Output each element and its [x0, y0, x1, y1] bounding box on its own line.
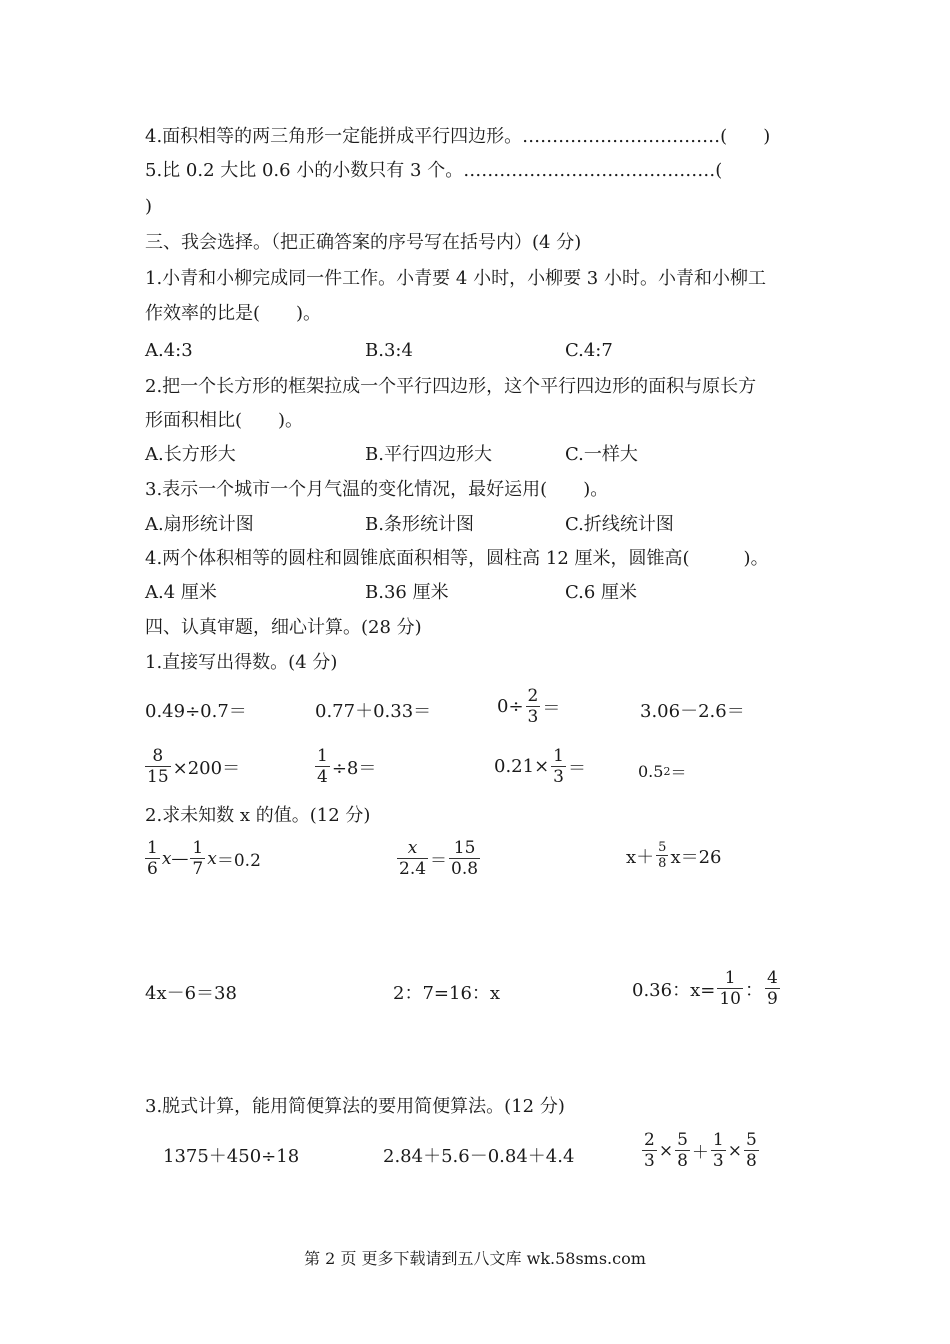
choice-q2-line1: 2.把一个长方形的框架拉成一个平行四边形，这个平行四边形的面积与原长方	[145, 376, 757, 397]
choice-q4-option-c: C.6 厘米	[565, 582, 638, 603]
choice-q1-option-a: A.4:3	[145, 340, 193, 361]
part-3-title: 3.脱式计算，能用简便算法的要用简便算法。(12 分)	[145, 1096, 565, 1117]
expression-3: $\frac{2}{3}$ × $\frac{5}{8}$ ＋ $\frac{1}{3}$ × $\frac{5}{8}$	[644, 1130, 757, 1171]
choice-q2-option-b: B.平行四边形大	[365, 444, 492, 465]
mental-calc-2: 0.77＋0.33＝	[315, 701, 432, 722]
judge-question-5-bracket: )	[145, 196, 153, 217]
mental-calc-7: 0.21× $\frac{1}{3}$ ＝	[494, 746, 586, 787]
fraction: $\frac{8}{15}$	[147, 746, 169, 787]
equation-4: 4x－6＝38	[145, 983, 237, 1004]
choice-q1-line1: 1.小青和小柳完成同一件工作。小青要 4 小时，小柳要 3 小时。小青和小柳工	[145, 268, 766, 289]
equation-5: 2：7=16：x	[393, 983, 501, 1004]
equation-1: $\frac{1}{6}$ x — $\frac{1}{7}$ x ＝0.2	[147, 838, 261, 879]
choice-q1-option-c: C.4:7	[565, 340, 613, 361]
section-3-title: 三、我会选择。（把正确答案的序号写在括号内）(4 分)	[145, 232, 582, 253]
choice-q4: 4.两个体积相等的圆柱和圆锥底面积相等，圆柱高 12 厘米，圆锥高( )。	[145, 548, 769, 569]
choice-q1-line2: 作效率的比是( )。	[145, 303, 322, 324]
judge-question-5: 5.比 0.2 大比 0.6 小的小数只有 3 个。……………………………………(	[145, 160, 723, 181]
fraction: $\frac{1}{6}$	[147, 838, 158, 879]
choice-q3-option-c: C.折线统计图	[565, 514, 674, 535]
mental-calc-5: $\frac{8}{15}$ ×200＝	[147, 746, 241, 787]
fraction: $\frac{5}{8}$	[745, 1130, 757, 1171]
fraction: $\frac{1}{4}$	[317, 746, 328, 787]
choice-q3-option-a: A.扇形统计图	[145, 514, 254, 535]
choice-q2-option-a: A.长方形大	[145, 444, 236, 465]
mental-calc-6: $\frac{1}{4}$ ÷8＝	[317, 746, 377, 787]
choice-q2-line2: 形面积相比( )。	[145, 410, 304, 431]
expression-2: 2.84＋5.6－0.84＋4.4	[383, 1146, 575, 1167]
fraction: $\frac{1}{10}$	[719, 968, 741, 1009]
part-1-title: 1.直接写出得数。(4 分)	[145, 652, 338, 673]
choice-q3: 3.表示一个城市一个月气温的变化情况，最好运用( )。	[145, 479, 609, 500]
fraction: $\frac{4}{9}$	[766, 968, 778, 1009]
equation-6: 0.36：x= $\frac{1}{10}$ ： $\frac{4}{9}$	[632, 968, 778, 1009]
choice-q4-option-a: A.4 厘米	[145, 582, 217, 603]
equation-3: x＋ $\frac{5}{8}$ x＝26	[626, 840, 722, 871]
mental-calc-3: 0÷ $\frac{2}{3}$ ＝	[497, 686, 561, 727]
fraction: $\frac{2}{3}$	[527, 686, 539, 727]
choice-q4-option-b: B.36 厘米	[365, 582, 449, 603]
fraction: $\frac{5}{8}$	[677, 1130, 688, 1171]
part-2-title: 2.求未知数 x 的值。(12 分)	[145, 805, 371, 826]
judge-question-4: 4.面积相等的两三角形一定能拼成平行四边形。……………………………( )	[145, 126, 771, 147]
fraction: $\frac{2}{3}$	[644, 1130, 655, 1171]
fraction: $\frac{x}{2.4}$	[399, 838, 427, 879]
section-4-title: 四、认真审题，细心计算。(28 分)	[145, 617, 422, 638]
mental-calc-1: 0.49÷0.7＝	[145, 701, 247, 722]
choice-q2-option-c: C.一样大	[565, 444, 638, 465]
fraction: $\frac{1}{3}$	[553, 746, 564, 787]
choice-q3-option-b: B.条形统计图	[365, 514, 474, 535]
expression-1: 1375＋450÷18	[163, 1146, 300, 1167]
fraction: $\frac{1}{3}$	[712, 1130, 724, 1171]
fraction: $\frac{1}{7}$	[192, 838, 204, 879]
mental-calc-4: 3.06－2.6＝	[640, 701, 745, 722]
choice-q1-option-b: B.3:4	[365, 340, 413, 361]
mental-calc-8: 0.5 2 ＝	[638, 762, 687, 782]
fraction: $\frac{5}{8}$	[658, 840, 667, 871]
equation-2: $\frac{x}{2.4}$ ＝ $\frac{15}{0.8}$	[399, 838, 479, 879]
page-footer: 第 2 页 更多下载请到五八文库 wk.58sms.com	[304, 1249, 646, 1268]
fraction: $\frac{15}{0.8}$	[451, 838, 479, 879]
